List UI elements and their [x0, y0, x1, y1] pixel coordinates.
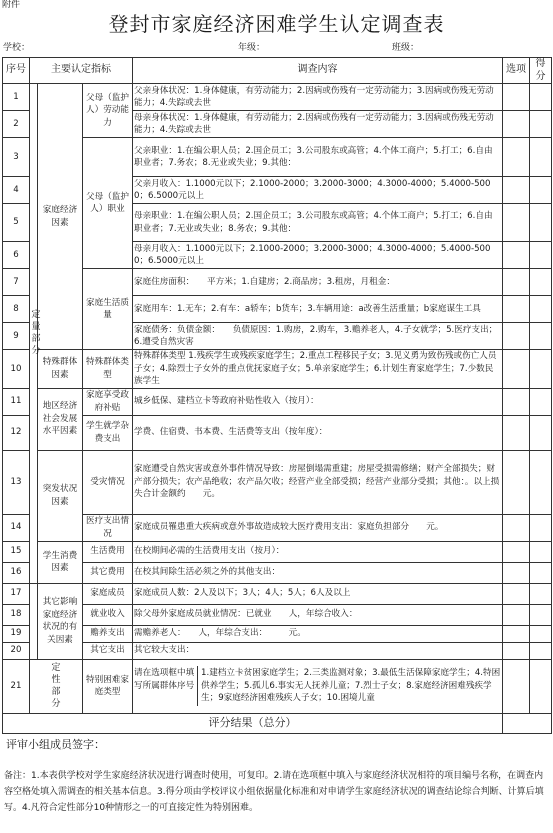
option-cell[interactable]	[503, 604, 530, 625]
option-cell[interactable]	[503, 296, 530, 323]
score-cell[interactable]	[530, 625, 552, 642]
option-cell[interactable]	[503, 583, 530, 604]
option-cell[interactable]	[503, 642, 530, 659]
content-r16: 在校其间除生活必须之外的其他支出：	[133, 562, 503, 583]
row-no: 17	[3, 583, 30, 604]
sub-living: 生活费用	[83, 541, 133, 562]
footnote: 备注：1.本表供学校对学生家庭经济状况进行调查时使用，可复印。2.请在选项框中填入与家庭经济状况相符的项目编号名称，在调查内容空格处填入需调查的相关基本信息。3.得分项由学校评议小组依据量化标准和对申请学生家庭经济状况的调查结论综合判断、计算后填写。4.凡符合定性部分10种情形之一的可直接定性为特别困难。	[4, 771, 544, 813]
attachment-label: 附件	[2, 0, 21, 10]
header-score: 得分	[530, 58, 552, 84]
option-cell[interactable]	[503, 323, 530, 350]
content-r11: 城乡低保、建档立卡等政府补贴性收入（按月）：	[133, 388, 503, 415]
sub-job-income: 就业收入	[83, 604, 133, 625]
option-cell[interactable]	[503, 84, 530, 111]
option-cell[interactable]	[503, 269, 530, 296]
content-r7: 家庭住房面积： 平方米；1.自建房；2.商品房；3.租房，月租金：	[133, 269, 503, 296]
content-r13: 家庭遭受自然灾害或意外事件情况导致：房屋倒塌需重建；房屋受损需修缮；财产全部损失；财产部分损失；农产品绝收；农产品欠收；经营产业全部受损；经营产业部分受损；其他：。以上损失合计金额约 元。	[133, 450, 503, 514]
content-r18: 除父母外家庭成员就业情况：已就业 人，年综合收入：	[133, 604, 503, 625]
row-no: 2	[3, 111, 30, 138]
row-no: 10	[3, 350, 30, 389]
score-result-label: 评分结果（总分）	[3, 713, 503, 733]
sub-subsidy: 家庭享受政府补贴	[83, 388, 133, 415]
sub-other-fee: 其它费用	[83, 562, 133, 583]
row-no: 7	[3, 269, 30, 296]
row-no: 3	[3, 138, 30, 177]
content-r19: 需赡养老人： 人，年综合支出： 元。	[133, 625, 503, 642]
score-cell[interactable]	[530, 562, 552, 583]
option-cell[interactable]	[503, 415, 530, 450]
option-cell[interactable]	[503, 242, 530, 269]
content-r3: 父亲职业：1.在编公职人员；2.国企员工；3.公司股东或高管；4.个体工商户；5.打工；6.自由职业者；7.务农；8.无业或失业；9.其他：	[133, 138, 503, 177]
page-title: 登封市家庭经济困难学生认定调查表	[108, 12, 445, 36]
content-r4: 父亲月收入：1.1000元以下；2.1000-2000；3.2000-3000；4.3000-4000；5.4000-5000；6.5000元以上	[133, 177, 503, 204]
score-cell[interactable]	[530, 659, 552, 713]
score-cell[interactable]	[530, 296, 552, 323]
score-cell[interactable]	[530, 242, 552, 269]
option-cell[interactable]	[503, 625, 530, 642]
group-qual: 定性部分	[30, 659, 83, 713]
score-cell[interactable]	[530, 111, 552, 138]
row-no: 20	[3, 642, 30, 659]
score-cell[interactable]	[530, 604, 552, 625]
score-cell[interactable]	[530, 415, 552, 450]
row-no: 16	[3, 562, 30, 583]
group-sudden: 突发状况因素	[38, 450, 83, 541]
content-r1: 父亲身体状况：1.身体健康，有劳动能力；2.因病或伤残有一定劳动能力；3.因病或伤残无劳动能力；4.失踪或去世	[133, 84, 503, 111]
content-r9: 家庭债务：负债金额： 负债原因：1.购房，2.购车，3.赡养老人，4.子女就学；5.医疗支出；6.遭受自然灾害	[133, 323, 503, 350]
class-label: 班级：	[392, 43, 420, 53]
sub-special-type: 特殊群体类型	[83, 350, 133, 389]
content-r6: 母亲月收入：1.1000元以下；2.1000-2000；3.2000-3000；4.3000-4000；5.4000-5000；6.5000元以上	[133, 242, 503, 269]
sub-parent-job: 父母（监护人）职业	[83, 138, 133, 269]
signature-label: 评审小组成员签字：	[6, 738, 105, 751]
row-no: 19	[3, 625, 30, 642]
option-cell[interactable]	[503, 514, 530, 541]
score-cell[interactable]	[530, 450, 552, 514]
sub-support: 赡养支出	[83, 625, 133, 642]
row-no: 13	[3, 450, 30, 514]
group-quant: 定量部分	[30, 84, 38, 584]
option-cell[interactable]	[503, 350, 530, 389]
score-cell[interactable]	[530, 514, 552, 541]
row-no: 8	[3, 296, 30, 323]
header-option: 选项	[503, 58, 530, 84]
content-r2: 母亲身体状况：1.身体健康，有劳动能力；2.因病或伤残有一定劳动能力；3.因病或伤残无劳动能力；4.失踪或去世	[133, 111, 503, 138]
sub-r21: 请在选项框中填写所属群体序号	[133, 666, 198, 706]
header-content: 调查内容	[133, 58, 503, 84]
option-cell[interactable]	[503, 562, 530, 583]
group-student-consume: 学生消费因素	[38, 541, 83, 583]
group-special-poor: 特别困难家庭类型	[83, 659, 133, 713]
row-no: 14	[3, 514, 30, 541]
option-cell[interactable]	[503, 111, 530, 138]
score-cell[interactable]	[530, 323, 552, 350]
grade-label: 年级：	[238, 43, 266, 53]
option-cell[interactable]	[503, 138, 530, 177]
header-indicator: 主要认定指标	[30, 58, 133, 84]
option-cell[interactable]	[503, 204, 530, 242]
score-cell[interactable]	[530, 204, 552, 242]
row-no: 18	[3, 604, 30, 625]
content-r21	[133, 659, 503, 713]
score-cell[interactable]	[530, 388, 552, 415]
score-cell[interactable]	[530, 84, 552, 111]
score-cell[interactable]	[530, 583, 552, 604]
row-no: 1	[3, 84, 30, 111]
group-other-income: 其它影响家庭经济状况的有关因素	[38, 583, 83, 659]
sub-disaster: 受灾情况	[83, 450, 133, 514]
content-r20: 其它较大支出：	[133, 642, 503, 659]
sub-members: 家庭成员	[83, 583, 133, 604]
survey-table	[2, 57, 552, 734]
sub-life-quality: 家庭生活质量	[83, 269, 133, 350]
score-cell[interactable]	[530, 138, 552, 177]
content-r21-text: 1.建档立卡贫困家庭学生；2.三类监测对象；3.最低生活保障家庭学生；4.特困供养学生；5.孤儿6.事实无人抚养儿童；7.烈士子女；8.家庭经济困难残疾学生；9家庭经济困难残疾人子女；10.困境儿童	[201, 668, 501, 704]
option-cell[interactable]	[503, 388, 530, 415]
content-r5: 母亲职业：1.在编公职人员；2.国企员工；3.公司股东或高管；4.个体工商户；5.打工；6.自由职业者；7.无业或失业；8.务农；9.其他：	[133, 204, 503, 242]
row-no: 12	[3, 415, 30, 450]
group-family-econ: 家庭经济因素	[38, 84, 83, 350]
option-cell[interactable]	[503, 541, 530, 562]
row-no: 11	[3, 388, 30, 415]
sub-parent-work: 父母（监护人）劳动能力	[83, 84, 133, 138]
score-cell[interactable]	[530, 269, 552, 296]
content-r14: 家庭成员罹患重大疾病或意外事故造成较大医疗费用支出：家庭负担部分 元。	[133, 514, 503, 541]
total-score-cell[interactable]	[503, 713, 552, 733]
option-cell[interactable]	[503, 177, 530, 204]
header-no: 序号	[3, 58, 30, 84]
group-quant-cont	[30, 583, 38, 659]
row-no: 15	[3, 541, 30, 562]
content-r8: 家庭用车：1.无车；2.有车：a轿车；b货车；3.车辆用途：a改善生活重量；b家庭谋生工具	[133, 296, 503, 323]
row-no: 21	[3, 659, 30, 713]
row-no: 4	[3, 177, 30, 204]
school-label: 学校：	[3, 43, 31, 53]
sub-study-fee: 学生就学杂费支出	[83, 415, 133, 450]
row-no: 9	[3, 323, 30, 350]
row-no: 6	[3, 242, 30, 269]
score-cell[interactable]	[530, 350, 552, 389]
score-cell[interactable]	[530, 642, 552, 659]
group-regional: 地区经济社会发展水平因素	[38, 388, 83, 450]
sub-medical: 医疗支出情况	[83, 514, 133, 541]
content-r12: 学费、住宿费、书本费、生活费等支出（按年度）：	[133, 415, 503, 450]
row-no: 5	[3, 204, 30, 242]
score-cell[interactable]	[530, 541, 552, 562]
content-r15: 在校期间必需的生活费用支出（按月）：	[133, 541, 503, 562]
sub-other-exp: 其它支出	[83, 642, 133, 659]
option-cell[interactable]	[503, 450, 530, 514]
content-r10: 特殊群体类型 1.残疾学生或残疾家庭学生；2.重点工程移民子女；3.见义勇为致伤残或伤亡人员子女；4.除烈士子女外的重点优抚家庭子女；5.单亲家庭学生；6.计划生育家庭学生；7.少数民族学生	[133, 350, 503, 389]
content-r17: 家庭成员人数：2人及以下；3人；4人；5人；6人及以上	[133, 583, 503, 604]
option-cell[interactable]	[503, 659, 530, 713]
group-special: 特殊群体因素	[38, 350, 83, 389]
score-cell[interactable]	[530, 177, 552, 204]
